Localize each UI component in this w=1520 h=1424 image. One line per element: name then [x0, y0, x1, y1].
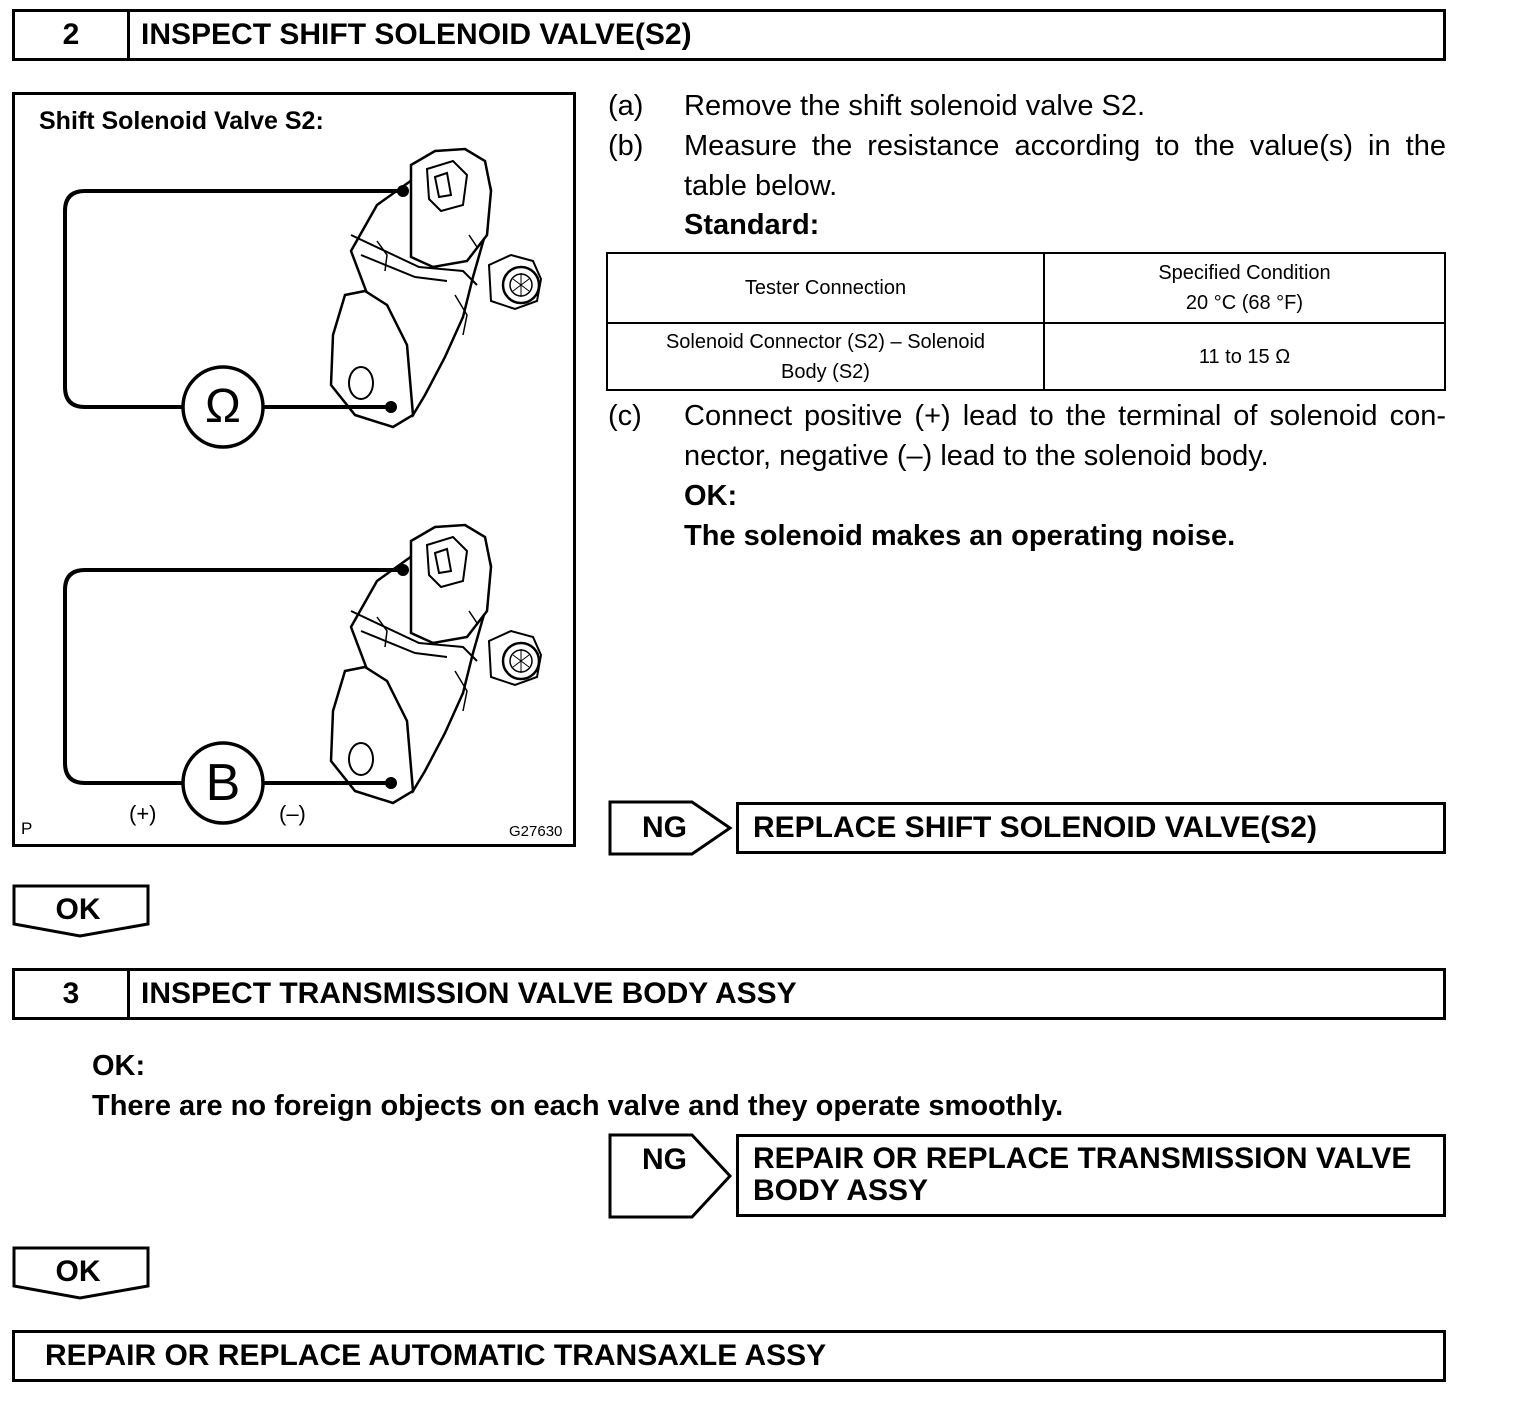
lower-body-dot	[385, 777, 397, 789]
step-c-text-line2: nector, negative (–) lead to the solenoid body.	[684, 440, 1269, 472]
step-3-ok-text: There are no foreign objects on each valve and they operate smoothly.	[92, 1090, 1064, 1122]
ohm-symbol: Ω	[205, 380, 241, 433]
step-2-ok-label: OK:	[684, 480, 738, 512]
step-3-ng-action-line2: BODY ASSY	[753, 1174, 929, 1207]
step-3-number: 3	[15, 971, 130, 1017]
battery-symbol: B	[205, 754, 241, 812]
table-cell-resistance-value: 11 to 15 Ω	[1044, 323, 1445, 390]
solenoid-valve-lower-illustration	[331, 525, 541, 803]
standard-label: Standard:	[684, 209, 820, 241]
step-3-header	[12, 968, 1446, 1020]
figure-corner-code: P	[21, 819, 33, 838]
step-2-title: INSPECT SHIFT SOLENOID VALVE(S2)	[141, 18, 692, 51]
ok-flag-2-label: OK	[55, 1255, 101, 1288]
step-b-text-line2: table below.	[684, 170, 838, 202]
spec-table	[606, 252, 1446, 391]
step-3-ng-label: NG	[642, 1143, 687, 1176]
step-2-ok-text: The solenoid makes an operating noise.	[684, 520, 1236, 552]
table-header-tester-connection: Tester Connection	[607, 253, 1044, 323]
step-a-text: Remove the shift solenoid valve S2.	[684, 90, 1146, 122]
step-c-label: (c)	[608, 400, 642, 432]
positive-lead-label: (+)	[129, 801, 157, 826]
upper-body-dot	[385, 401, 397, 413]
step-3-ng-action	[736, 1134, 1446, 1217]
step-2-number: 2	[15, 12, 130, 58]
step-c-text-line1: Connect positive (+) lead to the terminal of solenoid con-	[684, 400, 1446, 432]
figure-title: Shift Solenoid Valve S2:	[39, 107, 324, 135]
step-a-label: (a)	[608, 90, 644, 122]
step-2-ng-action: REPLACE SHIFT SOLENOID VALVE(S2)	[736, 802, 1446, 854]
table-header-specified-condition: Specified Condition 20 °C (68 °F)	[1044, 253, 1445, 323]
negative-lead-label: (–)	[279, 801, 306, 826]
solenoid-figure	[12, 92, 576, 847]
table-cell-tester-connection: Solenoid Connector (S2) – Solenoid Body (S2)	[607, 323, 1044, 390]
step-2-header	[12, 9, 1446, 61]
step-3-ng-action-line1: REPAIR OR REPLACE TRANSMISSION VALVE	[753, 1142, 1412, 1175]
upper-terminal-dot	[397, 185, 409, 197]
solenoid-diagram	[15, 95, 573, 844]
final-action-box	[12, 1330, 1446, 1382]
ok-flag-1-label: OK	[55, 893, 101, 926]
final-action-text: REPAIR OR REPLACE AUTOMATIC TRANSAXLE ASSY	[45, 1339, 827, 1372]
step-3-title: INSPECT TRANSMISSION VALVE BODY ASSY	[141, 977, 797, 1010]
step-3-ok-label: OK:	[92, 1050, 146, 1082]
lower-terminal-dot	[397, 564, 409, 576]
step-2-ng-label: NG	[642, 811, 687, 844]
step-b-label: (b)	[608, 130, 644, 162]
step-b-text-line1: Measure the resistance according to the value(s) in the	[684, 130, 1446, 162]
figure-id: G27630	[509, 823, 563, 840]
